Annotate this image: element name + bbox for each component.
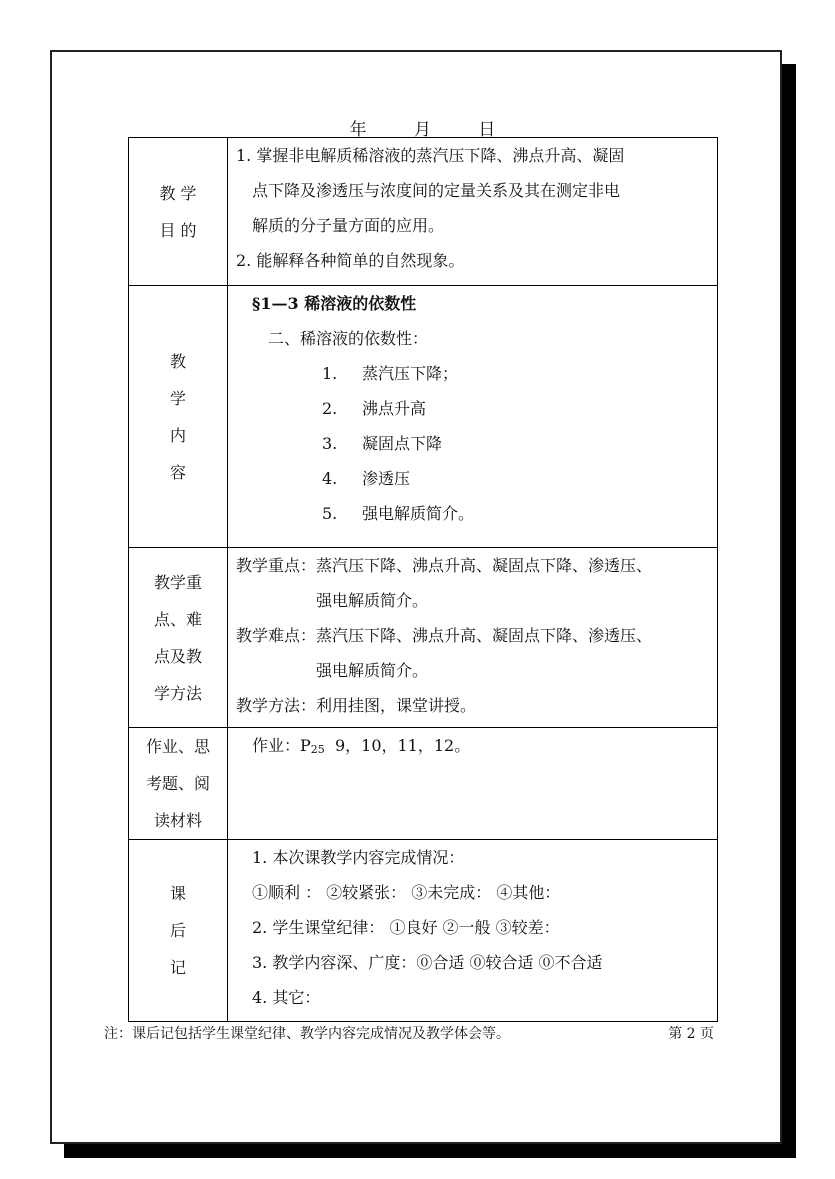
footer-note-text: 注：课后记包括学生课堂纪律、教学内容完成情况及教学体会等。	[104, 1026, 510, 1042]
content-label-line: 容	[169, 462, 186, 482]
afterclass-line: 2. 学生课堂纪律： ①良好 ②一般 ③较差：	[252, 918, 560, 937]
item-number: 5.	[322, 504, 338, 523]
item-text: 沸点升高	[362, 399, 427, 418]
objectives-content	[228, 138, 718, 286]
keypoints-label	[129, 548, 228, 728]
homework-label-line: 作业、思	[145, 737, 210, 756]
footer-note	[104, 1023, 714, 1043]
afterclass-label-line: 后	[169, 921, 186, 940]
content-item	[236, 496, 717, 531]
item-number: 2.	[322, 399, 338, 418]
key-point-prefix: 教学重点：	[236, 556, 317, 575]
difficulty-line	[236, 618, 717, 653]
homework-label-line: 考题、阅	[145, 774, 210, 793]
afterclass-label	[129, 840, 228, 1022]
homework-label	[129, 728, 228, 840]
homework-label-line: 读材料	[153, 811, 202, 830]
section-subheading: 二、稀溶液的依数性：	[268, 329, 429, 348]
objectives-row	[129, 138, 718, 286]
homework-items: 9，10，11，12。	[334, 736, 471, 755]
item-number: 1.	[322, 364, 338, 383]
content-label	[129, 286, 228, 548]
content-label-line: 教	[169, 351, 186, 371]
content-item	[236, 391, 717, 426]
keypoints-content	[228, 548, 718, 728]
afterclass-content	[228, 840, 718, 1022]
content-item	[236, 356, 717, 391]
key-point-continuation: 强电解质简介。	[316, 591, 429, 610]
objectives-label-line: 教 学	[159, 183, 197, 203]
lesson-plan-table	[128, 137, 718, 1022]
item-number: 3.	[322, 434, 338, 453]
objective-line: 解质的分子量方面的应用。	[252, 216, 445, 235]
objective-line: 1. 掌握非电解质稀溶液的蒸汽压下降、沸点升高、凝固	[236, 146, 625, 165]
objectives-label	[129, 138, 228, 286]
homework-row	[129, 728, 718, 840]
item-text: 蒸汽压下降；	[362, 364, 459, 383]
difficulty-continuation: 强电解质简介。	[316, 661, 429, 680]
afterclass-line: 4. 其它：	[252, 988, 321, 1007]
date-year: 年	[349, 120, 368, 140]
content-label-line: 学	[169, 388, 186, 408]
content-body	[228, 286, 718, 548]
homework-prefix: 作业：P	[252, 736, 311, 755]
keypoints-label-line: 点及教	[153, 646, 202, 666]
item-text: 渗透压	[362, 469, 411, 488]
homework-page-subscript: 25	[310, 743, 325, 756]
content-row	[129, 286, 718, 548]
keypoints-label-line: 点、难	[153, 609, 202, 629]
date-month: 月	[414, 120, 432, 140]
afterclass-label-line: 课	[169, 884, 186, 903]
content-label-line: 内	[169, 425, 186, 445]
teaching-method-line: 教学方法：利用挂图，课堂讲授。	[236, 696, 477, 715]
afterclass-line: 3. 教学内容深、广度：⓪合适 ⓪较合适 ⓪不合适	[252, 953, 603, 972]
item-text: 凝固点下降	[362, 434, 443, 453]
content-item	[236, 426, 717, 461]
date-line	[128, 115, 718, 140]
keypoints-label-line: 教学重	[153, 572, 202, 592]
objectives-label-line: 目 的	[159, 220, 197, 240]
content-item	[236, 461, 717, 496]
key-point-text: 蒸汽压下降、沸点升高、凝固点下降、渗透压、	[316, 556, 653, 575]
page-number: 第 2 页	[668, 1026, 714, 1042]
homework-line	[236, 728, 717, 767]
afterclass-row	[129, 840, 718, 1022]
afterclass-line: 1. 本次课教学内容完成情况：	[252, 848, 465, 867]
item-number: 4.	[322, 469, 338, 488]
difficulty-prefix: 教学难点：	[236, 626, 317, 645]
homework-content	[228, 728, 718, 840]
date-day: 日	[478, 120, 497, 140]
key-point-line	[236, 548, 717, 583]
objective-line: 2. 能解释各种简单的自然现象。	[236, 251, 465, 270]
afterclass-line: ①顺利 ： ②较紧张： ③未完成： ④其他：	[252, 883, 561, 902]
afterclass-label-line: 记	[169, 958, 186, 977]
objective-line: 点下降及渗透压与浓度间的定量关系及其在测定非电	[252, 181, 621, 200]
keypoints-label-line: 学方法	[153, 683, 202, 703]
difficulty-text: 蒸汽压下降、沸点升高、凝固点下降、渗透压、	[316, 626, 653, 645]
item-text: 强电解质简介。	[362, 504, 475, 523]
section-heading: §1—3 稀溶液的依数性	[252, 294, 417, 313]
keypoints-row	[129, 548, 718, 728]
